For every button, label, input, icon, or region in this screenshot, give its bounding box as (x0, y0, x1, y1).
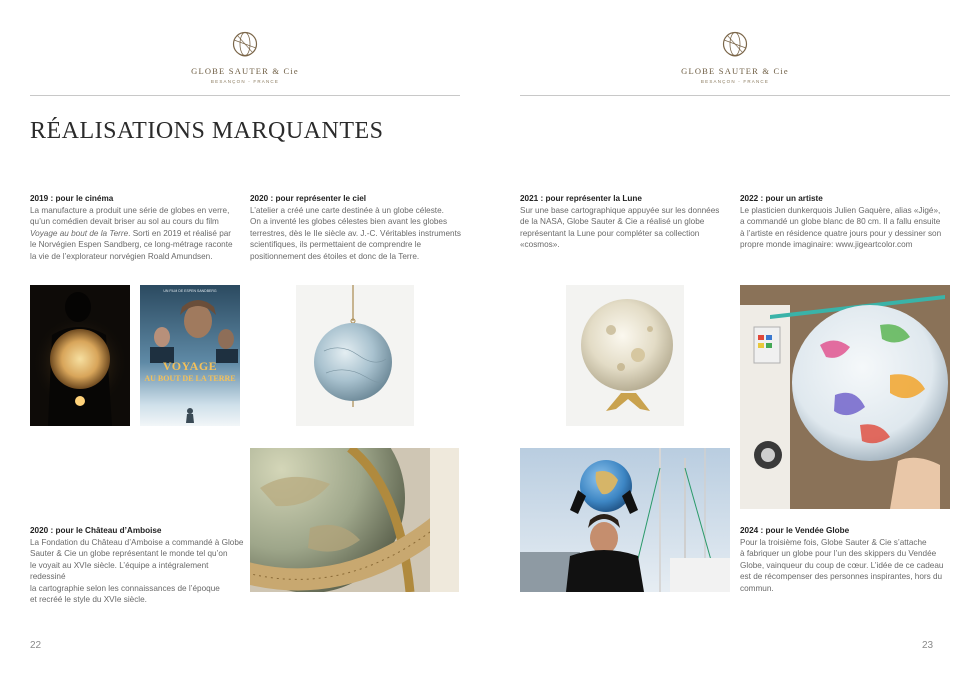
block-text: La manufacture a produit une série de globes en verre, qu’un comédien devait briser au sol au cours du film Voyage au bout de la Terre. Sorti en 2019 et réalisé par le Norvégien Espen Sandberg, ce long-métrage raconte la vie de l’explorateur norvégien Roald Amundsen. (30, 205, 233, 261)
brand-name: GLOBE SAUTER & Cie (191, 66, 299, 76)
block-text: La Fondation du Château d’Amboise a commandé à Globe Sauter & Cie un globe représentant le monde tel qu’on le voyait au XVIe siècle. L’équipe a intégralement redessiné la cartographie selon les connaissances de l’époque et recréé le style du XVIe siècle. (30, 537, 244, 604)
block-heading: 2019 : pour le cinéma (30, 194, 114, 203)
right-header-rule (520, 95, 950, 96)
block-text: L’atelier a créé une carte destinée à un globe céleste. On a inventé les globes célestes bien avant les globes terrestres, dès le IIe siècle av. J.-C. Véritables instruments scientifiques, ils permettaient de comprendre le positionnement des étoiles et donc de la Terre. (250, 205, 461, 261)
block-text: Le plasticien dunkerquois Julien Gaquère, alias «Jigé», a commandé un globe blanc de 80 cm. Il a fallu ensuite à l’artiste en résidence quatre jours pour y dessiner son propre monde imaginaire: www.jigeartcolor.com (740, 205, 942, 249)
block-heading: 2020 : pour représenter le ciel (250, 194, 367, 203)
page-number-right: 23 (922, 640, 934, 651)
block-amboise (30, 525, 245, 606)
globe-logo-icon (231, 30, 259, 58)
left-logo (185, 30, 305, 84)
block-text: Pour la troisième fois, Globe Sauter & Cie s’attache à fabriquer un globe pour l’un des skippers du Vendée Globe, vainqueur du coup de cœur. L’idée de ce cadeau est de récompenser des personnes inspirantes, hors du commun. (740, 537, 944, 593)
movie-poster (140, 285, 240, 426)
block-heading: 2020 : pour le Château d’Amboise (30, 526, 162, 535)
right-logo (675, 30, 795, 84)
block-heading: 2022 : pour un artiste (740, 194, 823, 203)
block-cinema (30, 193, 245, 262)
brand-location: BESANÇON - FRANCE (210, 79, 280, 84)
block-artiste (740, 193, 955, 251)
left-header-rule (30, 95, 460, 96)
photo-skipper-globe (520, 448, 730, 592)
page-number-left: 22 (30, 640, 42, 651)
globe-logo-icon (721, 30, 749, 58)
photo-artist-globe (740, 285, 950, 509)
block-lune (520, 193, 735, 251)
block-heading: 2024 : pour le Vendée Globe (740, 526, 850, 535)
page-title: RÉALISATIONS MARQUANTES (30, 118, 384, 144)
block-heading: 2021 : pour représenter la Lune (520, 194, 642, 203)
photo-actor-glass-globe (30, 285, 130, 426)
block-vendee (740, 525, 955, 594)
poster-top-text: UN FILM DE ESPEN SANDBERG (163, 289, 217, 293)
block-ciel (250, 193, 465, 262)
brand-name: GLOBE SAUTER & Cie (681, 66, 789, 76)
poster-title-line1: VOYAGE (162, 359, 218, 373)
block-text: Sur une base cartographique appuyée sur les données de la NASA, Globe Sauter & Cie a réalisé un globe représentant la Lune pour compléter sa collection «cosmos». (520, 205, 720, 249)
photo-amboise-globe (250, 448, 459, 592)
photo-celestial-globe (296, 285, 414, 426)
photo-moon-globe (566, 285, 684, 426)
brand-location: BESANÇON - FRANCE (700, 79, 770, 84)
poster-title-line2: AU BOUT DE LA TERRE (144, 374, 236, 383)
